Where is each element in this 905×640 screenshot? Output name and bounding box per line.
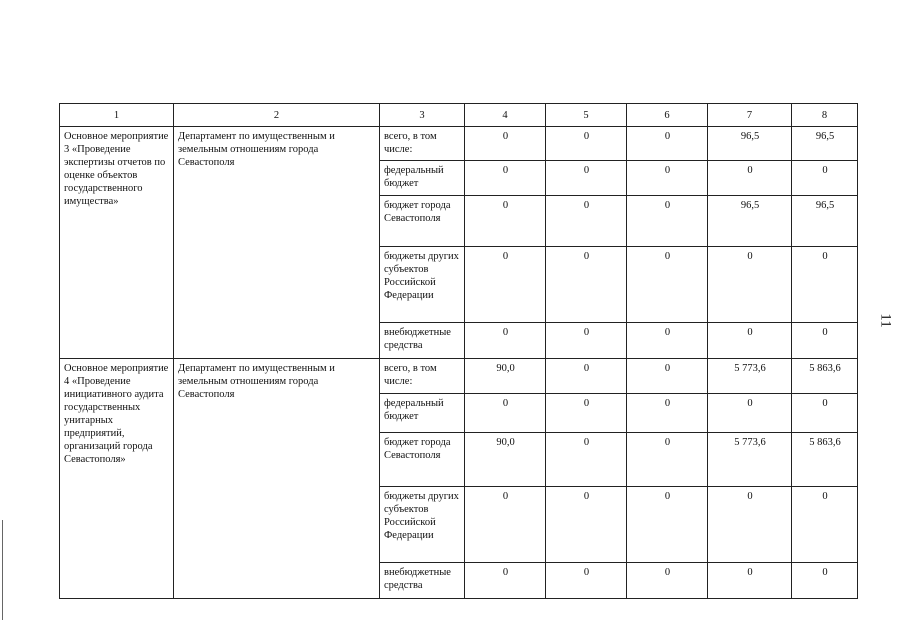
- funding-source: федеральный бюджет: [380, 161, 465, 196]
- executor: Департамент по имущественным и земельным отношениям города Севастополя: [174, 127, 380, 359]
- value-cell: 0: [465, 323, 546, 359]
- col-header-3: 3: [380, 104, 465, 127]
- value-cell: 0: [546, 359, 627, 394]
- value-cell: 5 863,6: [792, 433, 858, 487]
- value-cell: 0: [792, 247, 858, 323]
- value-cell: 96,5: [708, 196, 792, 247]
- value-cell: 0: [627, 247, 708, 323]
- funding-source: внебюджетные средства: [380, 563, 465, 599]
- value-cell: 0: [546, 323, 627, 359]
- funding-source: всего, в том числе:: [380, 359, 465, 394]
- value-cell: 0: [792, 394, 858, 433]
- header-row: [60, 104, 858, 127]
- value-cell: 0: [627, 323, 708, 359]
- value-cell: 0: [627, 563, 708, 599]
- value-cell: 0: [708, 394, 792, 433]
- table-row: [60, 127, 858, 161]
- value-cell: 0: [465, 247, 546, 323]
- value-cell: 0: [465, 563, 546, 599]
- activity-name: Основное мероприятие 4 «Проведение инициативного аудита государственных унитарных предприятий, организаций города Севастополя»: [60, 359, 174, 599]
- col-header-6: 6: [627, 104, 708, 127]
- value-cell: 0: [546, 394, 627, 433]
- value-cell: 5 773,6: [708, 433, 792, 487]
- funding-source: федеральный бюджет: [380, 394, 465, 433]
- value-cell: 0: [465, 196, 546, 247]
- value-cell: 0: [708, 323, 792, 359]
- value-cell: 0: [465, 394, 546, 433]
- value-cell: 96,5: [708, 127, 792, 161]
- value-cell: 0: [546, 433, 627, 487]
- value-cell: 0: [792, 487, 858, 563]
- col-header-8: 8: [792, 104, 858, 127]
- value-cell: 0: [627, 127, 708, 161]
- col-header-7: 7: [708, 104, 792, 127]
- funding-source: бюджет города Севастополя: [380, 433, 465, 487]
- value-cell: 0: [465, 127, 546, 161]
- value-cell: 0: [627, 394, 708, 433]
- col-header-4: 4: [465, 104, 546, 127]
- value-cell: 0: [627, 161, 708, 196]
- value-cell: 0: [546, 563, 627, 599]
- value-cell: 0: [792, 563, 858, 599]
- funding-source: внебюджетные средства: [380, 323, 465, 359]
- activity-name: Основное мероприятие 3 «Проведение экспертизы отчетов по оценке объектов государственного имущества»: [60, 127, 174, 359]
- value-cell: 90,0: [465, 433, 546, 487]
- value-cell: 5 863,6: [792, 359, 858, 394]
- value-cell: 0: [627, 433, 708, 487]
- value-cell: 0: [708, 487, 792, 563]
- scan-edge-line: [2, 520, 3, 620]
- col-header-2: 2: [174, 104, 380, 127]
- value-cell: 96,5: [792, 196, 858, 247]
- funding-table: [59, 103, 858, 599]
- value-cell: 96,5: [792, 127, 858, 161]
- funding-source: бюджет города Севастополя: [380, 196, 465, 247]
- funding-source: бюджеты других субъектов Российской Федерации: [380, 487, 465, 563]
- value-cell: 5 773,6: [708, 359, 792, 394]
- value-cell: 0: [708, 247, 792, 323]
- executor: Департамент по имущественным и земельным отношениям города Севастополя: [174, 359, 380, 599]
- table-row: [60, 359, 858, 394]
- value-cell: 0: [627, 196, 708, 247]
- funding-source: всего, в том числе:: [380, 127, 465, 161]
- value-cell: 90,0: [465, 359, 546, 394]
- value-cell: 0: [546, 161, 627, 196]
- value-cell: 0: [627, 359, 708, 394]
- funding-source: бюджеты других субъектов Российской Федерации: [380, 247, 465, 323]
- value-cell: 0: [792, 161, 858, 196]
- col-header-1: 1: [60, 104, 174, 127]
- value-cell: 0: [465, 487, 546, 563]
- value-cell: 0: [546, 127, 627, 161]
- value-cell: 0: [546, 487, 627, 563]
- value-cell: 0: [465, 161, 546, 196]
- page-number: 11: [877, 313, 894, 328]
- value-cell: 0: [546, 247, 627, 323]
- value-cell: 0: [792, 323, 858, 359]
- value-cell: 0: [546, 196, 627, 247]
- col-header-5: 5: [546, 104, 627, 127]
- value-cell: 0: [708, 563, 792, 599]
- value-cell: 0: [627, 487, 708, 563]
- value-cell: 0: [708, 161, 792, 196]
